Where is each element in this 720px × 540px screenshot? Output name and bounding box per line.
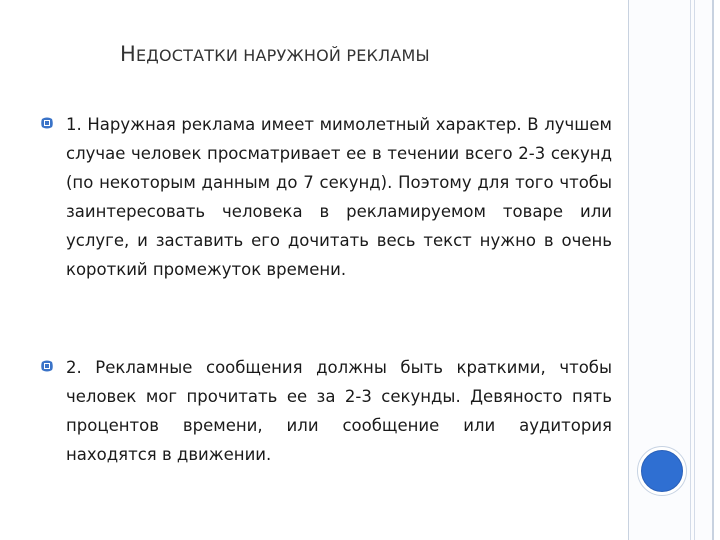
bullet-text: 2. Рекламные сообщения должны быть краткими, чтобы человек мог прочитать ее за 2-3 секунды. Девяносто пять процентов времени, или сообщение или аудитория находятся в движении. xyxy=(66,358,612,464)
side-decoration-line xyxy=(690,0,691,540)
slide-title-rest: ЕДОСТАТКИ НАРУЖНОЙ РЕКЛАМЫ xyxy=(136,46,430,65)
bullet-item xyxy=(40,353,612,469)
bullet-text: 1. Наружная реклама имеет мимолетный характер. В лучшем случае человек просматривает ее в течении всего 2-3 секунд (по некоторым данным до 7 секунд). Поэтому для того чтобы заинтересовать человека в рекламируемом товаре или услуге, и заставить его дочитать весь текст нужно в очень короткий промежуток времени. xyxy=(66,115,612,279)
side-decoration-line xyxy=(694,0,695,540)
bullet-icon xyxy=(40,359,54,373)
side-decoration-line xyxy=(712,0,713,540)
circle-ornament-fill xyxy=(641,450,683,492)
bullet-icon xyxy=(40,116,54,130)
circle-ornament xyxy=(637,446,687,496)
slide-title xyxy=(120,42,600,66)
slide-title-initial: Н xyxy=(120,42,136,66)
bullet-item xyxy=(40,110,612,284)
